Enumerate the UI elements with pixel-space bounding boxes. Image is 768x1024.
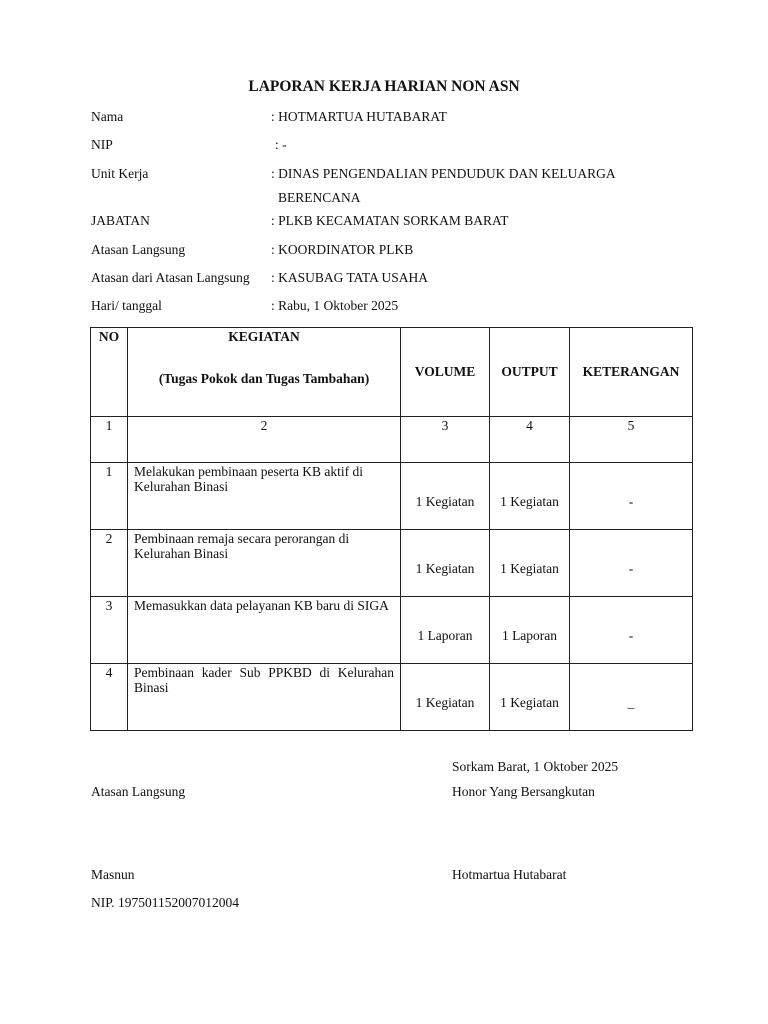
document-title: LAPORAN KERJA HARIAN NON ASN: [248, 78, 520, 95]
row-volume: 1 Kegiatan: [401, 463, 490, 530]
header-kegiatan-title: KEGIATAN: [228, 329, 300, 344]
field-label-nip: NIP: [91, 137, 113, 152]
row-kegiatan-text: Melakukan pembinaan peserta KB aktif di Kelurahan Binasi: [134, 464, 364, 494]
field-label-atasan-langsung: Atasan Langsung: [91, 242, 186, 257]
row-kegiatan: [128, 463, 401, 530]
field-value-nip: : -: [275, 137, 287, 152]
field-value-hari-tanggal: : Rabu, 1 Oktober 2025: [271, 298, 399, 313]
row-kegiatan-text: Pembinaan remaja secara perorangan di Kelurahan Binasi: [134, 531, 350, 561]
field-label-atasan-dari-atasan: Atasan dari Atasan Langsung: [91, 270, 250, 285]
row-keterangan: -: [570, 530, 693, 597]
field-value-unit-kerja: : DINAS PENGENDALIAN PENDUDUK DAN KELUARGA: [271, 166, 616, 181]
header-kegiatan-sub: (Tugas Pokok dan Tugas Tambahan): [158, 371, 370, 386]
header-kegiatan: [128, 328, 401, 417]
row-no: 1: [91, 463, 128, 530]
activity-table: [90, 327, 693, 731]
row-kegiatan: [128, 530, 401, 597]
table-row: [91, 530, 693, 597]
row-no: 3: [91, 597, 128, 664]
numbering-cell: 4: [490, 417, 570, 463]
header-volume: VOLUME: [401, 328, 490, 417]
table-row: [91, 664, 693, 731]
header-no: NO: [91, 328, 128, 417]
row-keterangan: _: [570, 664, 693, 731]
row-volume: 1 Kegiatan: [401, 530, 490, 597]
row-output: 1 Laporan: [490, 597, 570, 664]
row-volume: 1 Kegiatan: [401, 664, 490, 731]
numbering-cell: 1: [91, 417, 128, 463]
signature-place-date: Sorkam Barat, 1 Oktober 2025: [452, 759, 619, 774]
row-kegiatan: [128, 664, 401, 731]
field-value-nama: : HOTMARTUA HUTABARAT: [271, 109, 447, 124]
field-value-atasan-dari-atasan: : KASUBAG TATA USAHA: [271, 270, 428, 285]
table-row: [91, 463, 693, 530]
signature-right-name: Hotmartua Hutabarat: [452, 867, 567, 882]
field-label-jabatan: JABATAN: [91, 213, 150, 228]
field-label-unit-kerja: Unit Kerja: [91, 166, 149, 181]
row-output: 1 Kegiatan: [490, 664, 570, 731]
row-volume: 1 Laporan: [401, 597, 490, 664]
numbering-cell: 5: [570, 417, 693, 463]
field-value-unit-kerja-cont: BERENCANA: [278, 190, 361, 205]
row-no: 2: [91, 530, 128, 597]
header-output: OUTPUT: [490, 328, 570, 417]
field-value-atasan-langsung: : KOORDINATOR PLKB: [271, 242, 414, 257]
signature-left-nip: NIP. 197501152007012004: [91, 895, 240, 910]
signature-right-role: Honor Yang Bersangkutan: [452, 784, 595, 799]
numbering-cell: 2: [128, 417, 401, 463]
row-keterangan: -: [570, 597, 693, 664]
row-no: 4: [91, 664, 128, 731]
table-header-row: [91, 328, 693, 417]
row-keterangan: -: [570, 463, 693, 530]
table-row: [91, 597, 693, 664]
row-output: 1 Kegiatan: [490, 463, 570, 530]
signature-left-name: Masnun: [91, 867, 135, 882]
row-kegiatan: [128, 597, 401, 664]
field-label-nama: Nama: [91, 109, 124, 124]
header-keterangan: KETERANGAN: [570, 328, 693, 417]
signature-left-role: Atasan Langsung: [91, 784, 186, 799]
field-label-hari-tanggal: Hari/ tanggal: [91, 298, 162, 313]
row-kegiatan-text: Memasukkan data pelayanan KB baru di SIGA: [134, 598, 389, 613]
table-numbering-row: [91, 417, 693, 463]
row-output: 1 Kegiatan: [490, 530, 570, 597]
numbering-cell: 3: [401, 417, 490, 463]
field-value-jabatan: : PLKB KECAMATAN SORKAM BARAT: [271, 213, 509, 228]
row-kegiatan-text: Pembinaan kader Sub PPKBD di Kelurahan Binasi: [134, 665, 394, 695]
